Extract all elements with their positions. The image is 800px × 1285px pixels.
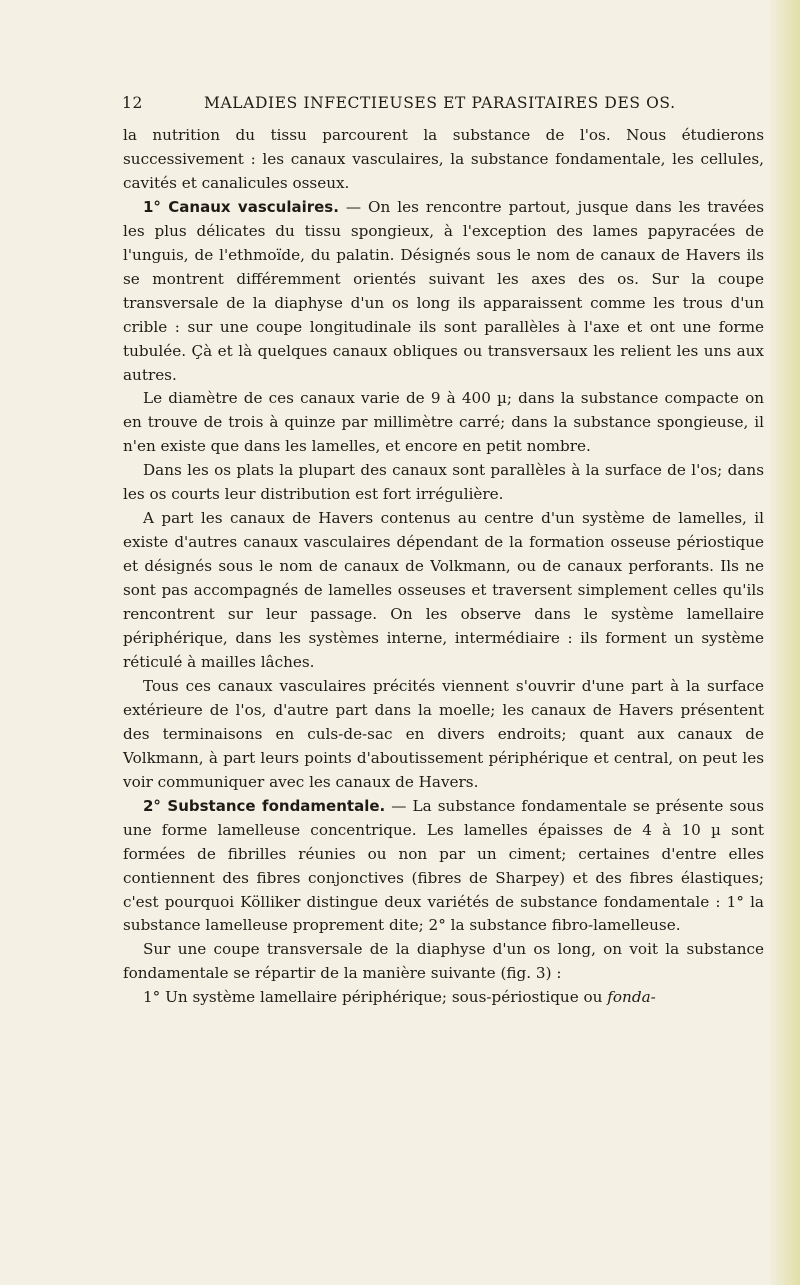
paragraph: Tous ces canaux vasculaires précités viennent s'ouvrir d'une part à la surface extérieure de l'os, d'autre part dans la moelle; les canaux de Havers présentent des terminaisons en culs-de-sac en divers endroits; quant aux canaux de Volkmann, à part leurs points d'aboutissement périphérique et central, on peut les voir communiquer avec les canaux de Havers. [123, 676, 764, 791]
section-heading: 1° Canaux vasculaires. [143, 197, 339, 216]
page-number: 12 [122, 94, 143, 112]
paragraph: A part les canaux de Havers contenus au centre d'un système de lamelles, il existe d'autres canaux vasculaires dépendant de la formation osseuse périostique et désignés sous le nom de canaux de Volkmann, ou de canaux perforants. Ils ne sont pas accompagnés de lamelles osseuses et traversent simplement celles qu'ils rencontrent sur leur passage. On les observe dans le système lamellaire périphérique, dans les systèmes interne, intermédiaire : ils forment un système réticulé à mailles lâches. [123, 509, 764, 671]
paragraph [123, 986, 764, 1010]
paragraph: Le diamètre de ces canaux varie de 9 à 400 µ; dans la substance compacte on en trouve de trois à quinze par millimètre carré; dans la substance spongieuse, il n'en existe que dans les lamelles, et encore en petit nombre. [123, 389, 764, 456]
paragraph-text: — On les rencontre partout, jusque dans les travées les plus délicates du tissu spongieux, à l'exception des lames papyracées de l'unguis, de l'ethmoïde, du palatin. Désignés sous le nom de canaux de Havers ils se montrent différemment orientés suivant les axes des os. Sur la coupe transversale de la diaphyse d'un os long ils apparaissent comme les trous d'un crible : sur une coupe longitudinale ils sont parallèles à l'axe et ont une forme tubulée. Çà et là quelques canaux obliques ou transversaux les relient les uns aux autres. [123, 197, 764, 384]
paragraph-text: — La substance fondamentale se présente sous une forme lamelleuse concentrique. Les lamelles épaisses de 4 à 10 µ sont formées de fibrilles réunies ou non par un ciment; certaines d'entre elles contiennent des fibres conjonctives (fibres de Sharpey) et des fibres élastiques; c'est pourquoi Kölliker distingue deux variétés de substance fondamentale : 1° la substance lamelleuse proprement dite; 2° la substance fibro-lamelleuse. [123, 796, 764, 935]
running-header [122, 94, 762, 118]
paragraph: Sur une coupe transversale de la diaphyse d'un os long, on voit la substance fondamentale se répartir de la manière suivante (fig. 3) : [123, 940, 764, 983]
paragraph [123, 196, 764, 388]
page-edge-shadow [770, 0, 800, 1285]
paragraph-text: 1° Un système lamellaire périphérique; sous-périostique ou [143, 988, 608, 1007]
paragraph [123, 795, 764, 939]
body-text [123, 124, 764, 1010]
running-title: MALADIES INFECTIEUSES ET PARASITAIRES DES OS. [204, 94, 676, 112]
section-heading: 2° Substance fondamentale. [143, 796, 386, 815]
paragraph: la nutrition du tissu parcourent la substance de l'os. Nous étudierons successivement : les canaux vasculaires, la substance fondamentale, les cellules, cavités et canalicules osseux. [123, 126, 764, 192]
paragraph: Dans les os plats la plupart des canaux sont parallèles à la surface de l'os; dans les os courts leur distribution est fort irrégulière. [123, 461, 764, 504]
italic-text: fonda- [607, 988, 656, 1007]
